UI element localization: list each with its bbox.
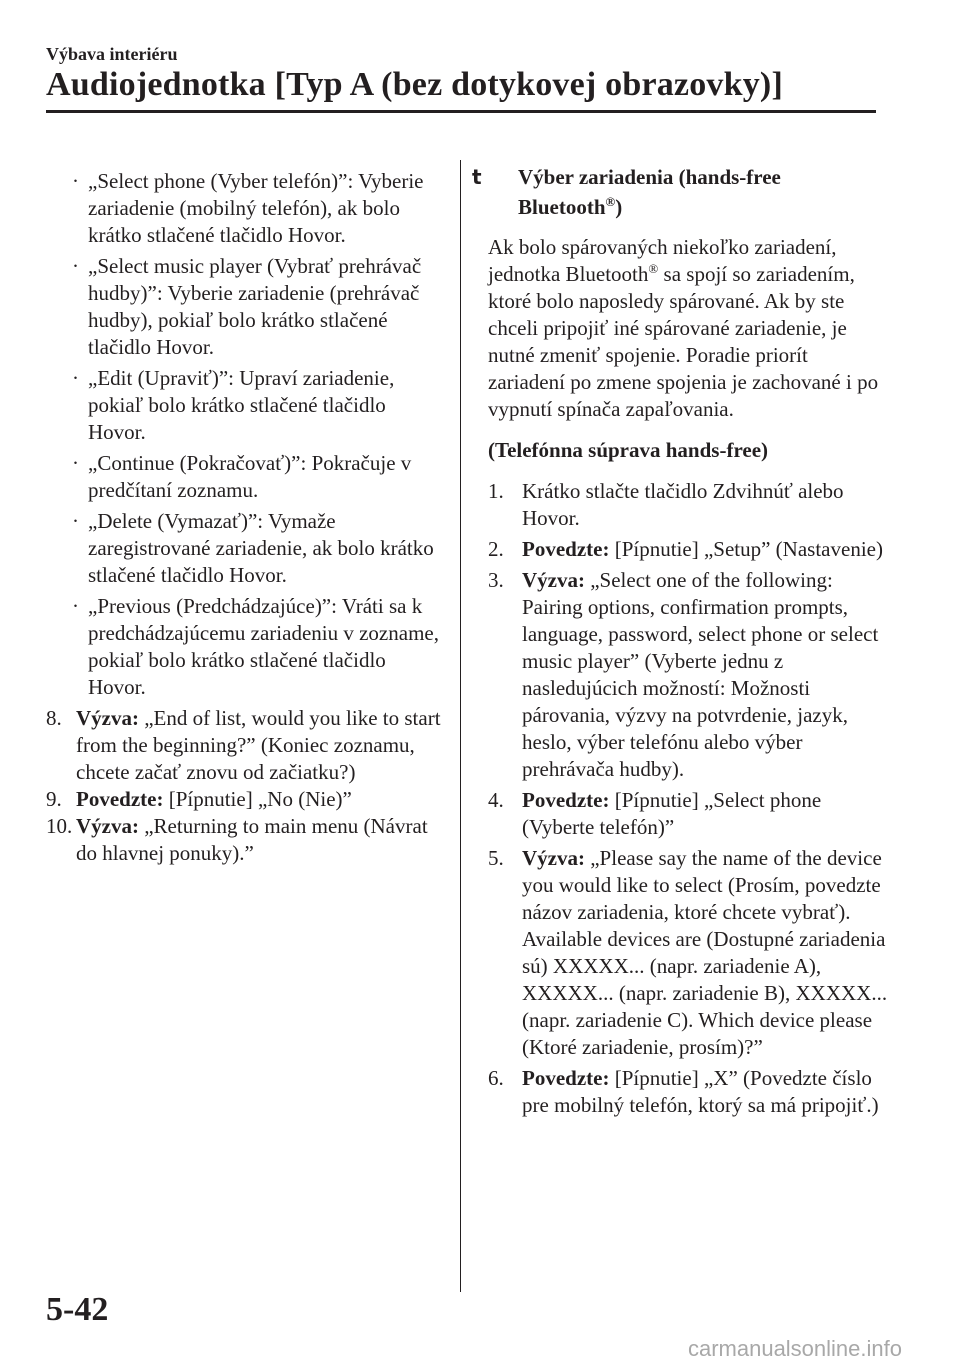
watermark: carmanualsonline.info bbox=[687, 1336, 902, 1361]
header-section-label: Výbava interiéru bbox=[46, 44, 178, 64]
section-marker-icon: t bbox=[472, 165, 482, 189]
step-item: 6. Povedzte: [Pípnutie] „X” (Povedzte číslo pre mobilný telefón, ktorý sa má pripojiť.) bbox=[488, 1066, 879, 1117]
step-item: 10. Výzva: „Returning to main menu (Návrat do hlavnej ponuky).” bbox=[46, 814, 428, 865]
header-rule bbox=[46, 110, 876, 113]
step-item: 5. Výzva: „Please say the name of the device you would like to select (Prosím, povedzte názov zariadenia, ktoré chcete vybrať). Available devices are (Dostupné zariadenia sú) XXXXX... (napr. zariadenie A), XXXXX... (napr. zariadenie B), XXXXX... (napr. zariadenie C). Which device please (Ktoré zariadenie, prosím)?” bbox=[488, 846, 888, 1059]
section-heading: t Výber zariadenia (hands-free Bluetooth®) bbox=[488, 162, 888, 222]
column-divider bbox=[460, 160, 461, 1292]
right-column bbox=[472, 162, 888, 1123]
intro-paragraph: Ak bolo spárovaných niekoľko zariadení, jednotka Bluetooth® sa spojí so zariadením, ktoré bolo naposledy spárované. Ak by ste chceli pripojiť iné spárované zariadenie, je nutné zmeniť spojenie. Poradie priorít zariadení po zmene spojenia je zachované i po vypnutí spínača zapaľovania. bbox=[488, 235, 879, 421]
step-item: 2. Povedzte: [Pípnutie] „Setup” (Nastavenie) bbox=[488, 537, 883, 561]
page-number: 5-42 bbox=[46, 1291, 109, 1328]
bullet-item: · „Select phone (Vyber telefón)”: Vyberie zariadenie (mobilný telefón), ak bolo krátko stlačené tlačidlo Hovor. bbox=[72, 169, 424, 247]
bullet-item: · „Edit (Upraviť)”: Upraví zariadenie, pokiaľ bolo krátko stlačené tlačidlo Hovor. bbox=[72, 366, 395, 444]
page-title: Audiojednotka [Typ A (bez dotykovej obrazovky)] bbox=[46, 66, 783, 103]
bullet-item: · „Delete (Vymazať)”: Vymaže zaregistrované zariadenie, ak bolo krátko stlačené tlačidlo Hovor. bbox=[72, 509, 434, 587]
step-item: 1. Krátko stlačte tlačidlo Zdvihnúť alebo Hovor. bbox=[488, 479, 844, 530]
bullet-item: · „Previous (Predchádzajúce)”: Vráti sa k predchádzajúcemu zariadeniu v zozname, pokiaľ bolo krátko stlačené tlačidlo Hovor. bbox=[72, 594, 439, 699]
bullet-item: · „Continue (Pokračovať)”: Pokračuje v predčítaní zoznamu. bbox=[72, 451, 412, 502]
step-item: 3. Výzva: „Select one of the following: Pairing options, confirmation prompts, language, password, select phone or select music player” (Vyberte jednu z nasledujúcich možností: Možnosti párovania, výzvy na potvrdenie, jazyk, heslo, výber telefónu alebo výber prehrávača hudby). bbox=[488, 568, 879, 781]
subheading: (Telefónna súprava hands-free) bbox=[488, 438, 769, 462]
bullet-item: · „Select music player (Vybrať prehrávač hudby)”: Vyberie zariadenie (prehrávač hudby), pokiaľ bolo krátko stlačené tlačidlo Hovor. bbox=[72, 254, 422, 359]
step-item: 4. Povedzte: [Pípnutie] „Select phone (Vyberte telefón)” bbox=[488, 788, 822, 839]
step-item: 9. Povedzte: [Pípnutie] „No (Nie)” bbox=[46, 787, 352, 811]
left-column bbox=[46, 168, 446, 867]
step-item: 8. Výzva: „End of list, would you like to start from the beginning?” (Koniec zoznamu, chcete začať znovu od začiatku?) bbox=[46, 706, 441, 784]
